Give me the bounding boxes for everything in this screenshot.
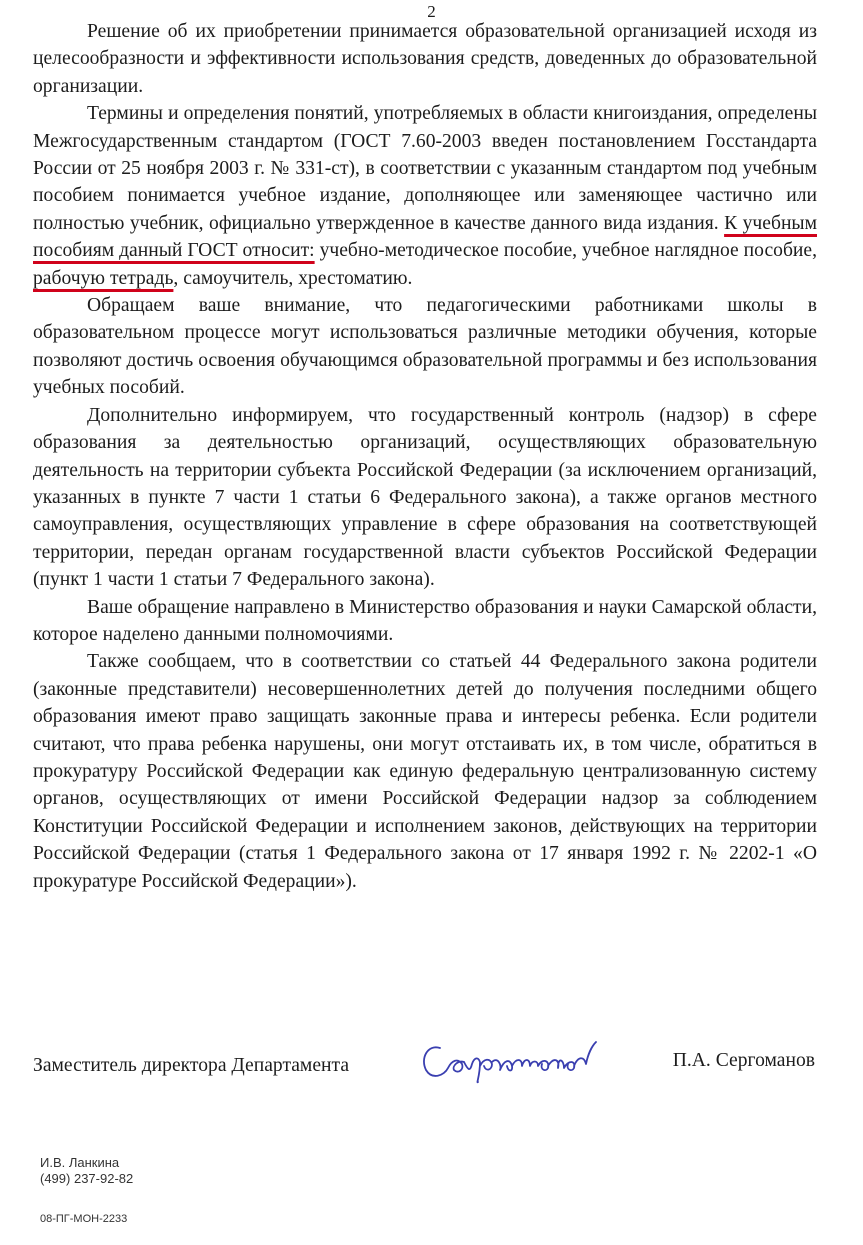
paragraph-redirect: Ваше обращение направлено в Министерство образования и науки Самарской области, которое наделено данными полномочиями. (33, 596, 817, 645)
executor-phone: (499) 237-92-82 (40, 1171, 134, 1186)
paragraph-parents-rights: Также сообщаем, что в соответствии со статьей 44 Федерального закона родители (законные представители) несовершеннолетних детей до получения последними общего образования имеют право защищать законные права и интересы ребенка. Если родители считают, что права ребенка нарушены, они могут отстаивать их, в том числе, обратиться в прокуратуру Российской Федерации как единую федеральную централизованную систему органов, осуществляющих от имени Российской Федерации надзор за соблюдением Конституции Российской Федерации и исполнением законов, действующих на территории Российской Федерации (статья 1 Федерального закона от 17 января 1992 г. № 2202-1 «О прокуратуре Российской Федерации»). (33, 651, 817, 892)
highlight-gost-attribution: К учебным пособиям данный ГОСТ относит: (33, 212, 817, 262)
signer-name: П.А. Сергоманов (672, 1050, 815, 1071)
signer-position: Заместитель директора Департамента (33, 1055, 350, 1076)
executor-contact (40, 1155, 133, 1187)
page-number: 2 (427, 2, 436, 21)
terms-list-end: , самоучитель, хрестоматию. (173, 267, 413, 289)
paragraph-acquisition: Решение об их приобретении принимается образовательной организацией исходя из целесообразности и эффективности использования средств, доведенных до образовательной организации. (33, 21, 817, 97)
letter-body (33, 18, 817, 895)
paragraph-state-control: Дополнительно информируем, что государственный контроль (надзор) в сфере образования за деятельностью организаций, осуществляющих образовательную деятельность на территории субъекта Российской Федерации (за исключением организаций, указанных в пункте 7 части 1 статьи 6 Федерального закона), а также органов местного самоуправления, осуществляющих управление в сфере образования на соответствующей территории, передан органам государственной власти субъектов Российской Федерации (пункт 1 части 1 статьи 7 Федерального закона). (33, 404, 817, 591)
terms-list-text: учебно-методическое пособие, учебное наглядное пособие, (314, 240, 817, 262)
paragraph-terms (33, 100, 817, 292)
paragraph-methods: Обращаем ваше внимание, что педагогическими работниками школы в образовательном процессе могут использоваться различные методики обучения, которые позволяют достичь освоения обучающимся образовательной программы и без использования учебных пособий. (33, 295, 817, 399)
document-number: 08-ПГ-МОН-2233 (40, 1213, 128, 1225)
executor-name: И.В. Ланкина (40, 1155, 120, 1170)
highlight-workbook: рабочую тетрадь (33, 267, 174, 289)
signature-image (418, 1026, 608, 1086)
handwritten-signature (418, 1026, 608, 1091)
terms-text: Термины и определения понятий, употребляемых в области книгоиздания, определены Межгосударственным стандартом (ГОСТ 7.60-2003 введен постановлением Госстандарта России от 25 ноября 2003 г. № 331-ст), в соответствии с указанным стандартом под учебным пособием понимается учебное издание, дополняющее или заменяющее частично или полностью учебник, официально утвержденное в качестве данного вида издания. (33, 103, 817, 234)
